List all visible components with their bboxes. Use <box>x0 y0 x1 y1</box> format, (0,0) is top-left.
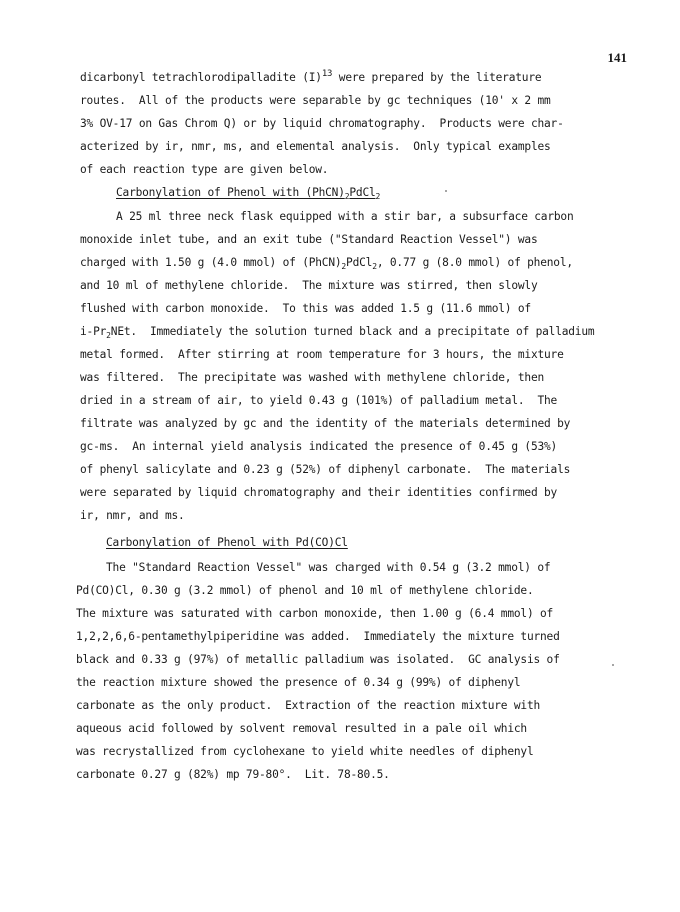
text-line <box>80 302 531 316</box>
text-run: the reaction mixture showed the presence of 0.34 g (99%) of diphenyl <box>76 676 521 689</box>
text-run: charged with 1.50 g (4.0 mmol) of (PhCN) <box>80 256 342 269</box>
text-line <box>80 279 537 293</box>
subscript: 2 <box>106 331 111 340</box>
subscript: 2 <box>375 192 381 201</box>
text-run: flushed with carbon monoxide. To this was added 1.5 g (11.6 mmol) of <box>80 302 531 315</box>
text-run: Carbonylation of Phenol with Pd(CO)Cl <box>106 536 348 549</box>
text-run: Pd(CO)Cl, 0.30 g (3.2 mmol) of phenol and 10 ml of methylene chloride. <box>76 584 534 597</box>
scan-speck <box>612 664 614 666</box>
text-run: The "Standard Reaction Vessel" was charged with 0.54 g (3.2 mmol) of <box>106 561 551 574</box>
text-run: of phenyl salicylate and 0.23 g (52%) of diphenyl carbonate. The materials <box>80 463 571 476</box>
text-run: 1,2,2,6,6-pentamethylpiperidine was added. Immediately the mixture turned <box>76 630 560 643</box>
text-run: ir, nmr, and ms. <box>80 509 185 522</box>
text-run: monoxide inlet tube, and an exit tube ("Standard Reaction Vessel") was <box>80 233 538 246</box>
text-run: dicarbonyl tetrachlorodipalladite (I) <box>80 71 322 84</box>
text-run: , 0.77 g (8.0 mmol) of phenol, <box>376 256 573 269</box>
text-line <box>80 509 185 523</box>
text-line <box>76 722 527 736</box>
text-run: aqueous acid followed by solvent removal resulted in a pale oil which <box>76 722 527 735</box>
text-run: gc-ms. An internal yield analysis indicated the presence of 0.45 g (53%) <box>80 440 558 453</box>
text-line <box>80 71 541 85</box>
text-line <box>80 394 557 408</box>
text-run: dried in a stream of air, to yield 0.43 g (101%) of palladium metal. The <box>80 394 558 407</box>
text-run: PdCl <box>346 256 373 269</box>
text-run: of each reaction type are given below. <box>80 163 329 176</box>
section-heading <box>106 536 348 550</box>
text-line <box>76 653 560 667</box>
text-line <box>80 486 557 500</box>
text-line <box>80 463 570 477</box>
text-line <box>76 584 533 598</box>
text-line <box>80 163 328 177</box>
text-run: carbonate 0.27 g (82%) mp 79-80°. Lit. 78-80.5. <box>76 768 390 781</box>
text-line <box>76 745 533 759</box>
subscript: 2 <box>341 262 347 271</box>
text-line <box>80 94 551 108</box>
text-run: NEt. Immediately the solution turned black and a precipitate of palladium <box>110 325 595 338</box>
subscript: 2 <box>344 192 350 201</box>
text-line <box>80 417 570 431</box>
text-line <box>80 325 594 339</box>
subscript: 2 <box>372 262 377 271</box>
text-run: PdCl <box>349 186 376 199</box>
text-line <box>76 607 553 621</box>
text-run: filtrate was analyzed by gc and the identity of the materials determined by <box>80 417 571 430</box>
text-line <box>76 630 560 644</box>
text-line <box>76 676 520 690</box>
scan-speck <box>445 190 447 192</box>
text-run: was filtered. The precipitate was washed with methylene chloride, then <box>80 371 545 384</box>
text-line <box>80 256 573 270</box>
text-run: carbonate as the only product. Extraction of the reaction mixture with <box>76 699 541 712</box>
section-heading <box>116 186 380 200</box>
supscript: 13 <box>321 69 333 79</box>
text-run: black and 0.33 g (97%) of metallic palladium was isolated. GC analysis of <box>76 653 560 666</box>
text-line <box>116 210 573 224</box>
text-run: were prepared by the literature <box>332 71 542 84</box>
text-line <box>76 768 390 782</box>
text-line <box>80 371 544 385</box>
text-line <box>106 561 550 575</box>
text-line <box>80 233 537 247</box>
text-run: routes. All of the products were separable by gc techniques (10' x 2 mm <box>80 94 551 107</box>
text-run: metal formed. After stirring at room temperature for 3 hours, the mixture <box>80 348 564 361</box>
text-run: Carbonylation of Phenol with (PhCN) <box>116 186 345 199</box>
text-run: i-Pr <box>80 325 107 338</box>
text-line <box>80 348 564 362</box>
text-run: 3% OV-17 on Gas Chrom Q) or by liquid chromatography. Products were char- <box>80 117 564 130</box>
text-line <box>80 117 564 131</box>
text-line <box>80 440 557 454</box>
text-line <box>76 699 540 713</box>
text-line <box>80 140 551 154</box>
text-run: and 10 ml of methylene chloride. The mixture was stirred, then slowly <box>80 279 538 292</box>
text-run: The mixture was saturated with carbon monoxide, then 1.00 g (6.4 mmol) of <box>76 607 554 620</box>
text-run: A 25 ml three neck flask equipped with a stir bar, a subsurface carbon <box>116 210 574 223</box>
text-run: were separated by liquid chromatography and their identities confirmed by <box>80 486 558 499</box>
text-run: was recrystallized from cyclohexane to yield white needles of diphenyl <box>76 745 534 758</box>
page-number: 141 <box>607 50 627 65</box>
text-run: acterized by ir, nmr, ms, and elemental analysis. Only typical examples <box>80 140 551 153</box>
